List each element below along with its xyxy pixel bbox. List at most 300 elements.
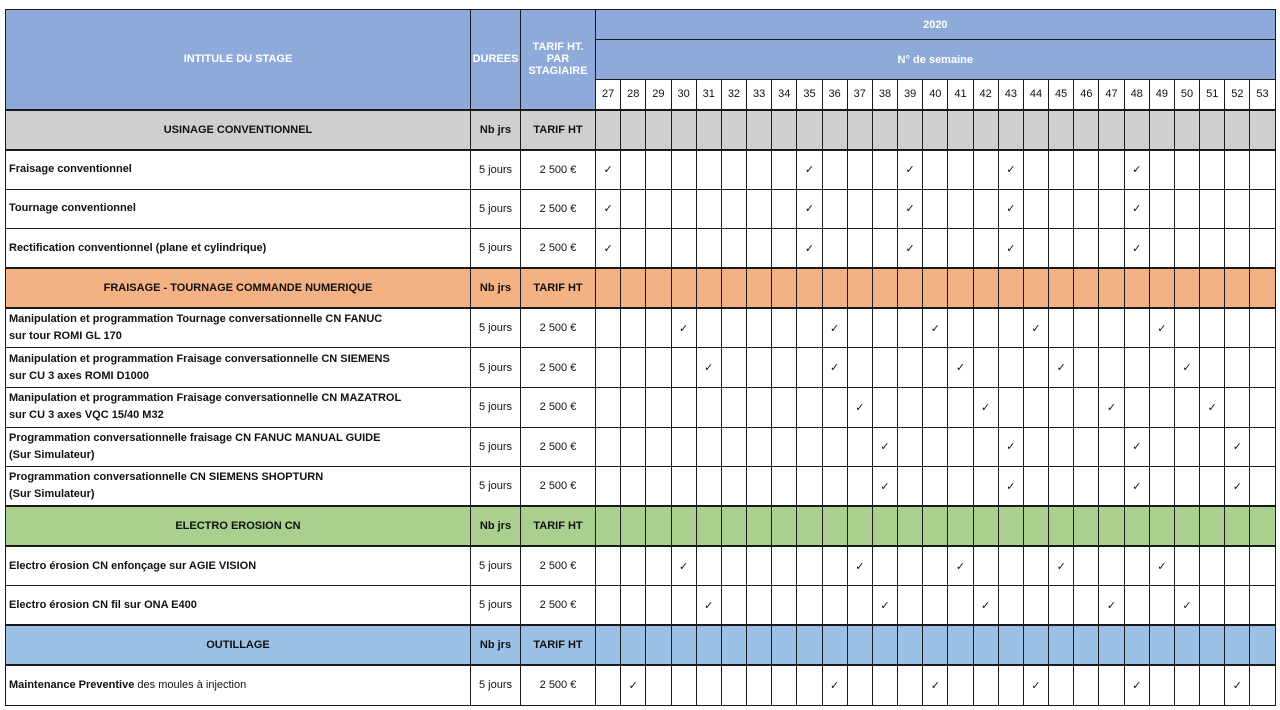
week-cell: [1074, 189, 1099, 229]
course-row: [6, 387, 1276, 427]
week-cell: [822, 189, 847, 229]
header-row-year: [6, 10, 1276, 40]
week-cell: [747, 189, 772, 229]
course-price: 2 500 €: [521, 467, 596, 507]
week-cell: [1250, 427, 1275, 467]
week-cell: [621, 189, 646, 229]
week-cell: [797, 467, 822, 507]
check-mark: ✓: [898, 189, 923, 229]
course-duration: 5 jours: [471, 308, 521, 348]
section-week-cell: [1200, 506, 1225, 546]
week-cell: [1099, 546, 1124, 586]
course-title-line: sur CU 3 axes VQC 15/40 M32: [9, 409, 164, 422]
section-week-cell: [1250, 625, 1275, 665]
check-mark: ✓: [923, 308, 948, 348]
week-cell: [596, 546, 621, 586]
week-cell: [747, 348, 772, 388]
section-week-cell: [1174, 110, 1199, 150]
section-week-cell: [898, 268, 923, 308]
check-mark: ✓: [872, 427, 897, 467]
week-cell: [596, 467, 621, 507]
course-row: [6, 308, 1276, 348]
section-week-cell: [1250, 506, 1275, 546]
week-cell: [621, 586, 646, 626]
week-number-36: 36: [822, 80, 847, 110]
week-cell: [872, 387, 897, 427]
week-cell: [973, 427, 998, 467]
course-row: [6, 467, 1276, 507]
week-cell: [1225, 546, 1250, 586]
section-week-cell: [596, 268, 621, 308]
week-cell: [646, 546, 671, 586]
course-title-line: Programmation conversationnelle fraisage CN FANUC MANUAL GUIDE: [9, 431, 381, 444]
week-cell: [696, 189, 721, 229]
week-cell: [797, 427, 822, 467]
section-week-cell: [772, 506, 797, 546]
week-cell: [973, 189, 998, 229]
section-week-cell: [1074, 268, 1099, 308]
week-cell: [747, 387, 772, 427]
check-mark: ✓: [822, 308, 847, 348]
week-cell: [872, 348, 897, 388]
week-number-52: 52: [1225, 80, 1250, 110]
course-price: 2 500 €: [521, 546, 596, 586]
week-cell: [923, 348, 948, 388]
check-mark: ✓: [998, 427, 1023, 467]
week-cell: [1250, 546, 1275, 586]
course-title-line: sur CU 3 axes ROMI D1000: [9, 369, 150, 382]
section-week-cell: [1250, 268, 1275, 308]
section-title: OUTILLAGE: [6, 625, 471, 665]
section-week-cell: [696, 110, 721, 150]
week-number-31: 31: [696, 80, 721, 110]
week-cell: [1049, 586, 1074, 626]
section-week-cell: [822, 625, 847, 665]
section-week-cell: [948, 625, 973, 665]
week-cell: [1049, 229, 1074, 269]
section-nb-jrs-label: Nb jrs: [471, 625, 521, 665]
week-cell: [923, 229, 948, 269]
section-title: ELECTRO EROSION CN: [6, 506, 471, 546]
week-cell: [797, 348, 822, 388]
week-cell: [822, 427, 847, 467]
week-cell: [1149, 586, 1174, 626]
week-cell: [1200, 308, 1225, 348]
week-cell: [948, 308, 973, 348]
week-number-33: 33: [747, 80, 772, 110]
week-cell: [646, 586, 671, 626]
section-week-cell: [1200, 625, 1225, 665]
section-week-cell: [973, 506, 998, 546]
section-week-cell: [822, 268, 847, 308]
week-number-49: 49: [1149, 80, 1174, 110]
week-cell: [1225, 586, 1250, 626]
week-cell: [747, 546, 772, 586]
section-week-cell: [1149, 110, 1174, 150]
year-header: 2020: [596, 10, 1276, 40]
week-cell: [1149, 665, 1174, 705]
course-duration: 5 jours: [471, 467, 521, 507]
week-cell: [596, 348, 621, 388]
week-cell: [1049, 467, 1074, 507]
week-cell: [1174, 546, 1199, 586]
section-week-cell: [646, 110, 671, 150]
week-cell: [898, 427, 923, 467]
check-mark: ✓: [696, 586, 721, 626]
week-cell: [1225, 387, 1250, 427]
week-cell: [1023, 467, 1048, 507]
tarif-header-line: TARIF HT.: [532, 41, 584, 54]
check-mark: ✓: [1023, 665, 1048, 705]
section-week-cell: [1099, 268, 1124, 308]
week-cell: [772, 348, 797, 388]
week-cell: [621, 229, 646, 269]
week-cell: [772, 189, 797, 229]
week-cell: [621, 150, 646, 190]
course-price: 2 500 €: [521, 308, 596, 348]
week-cell: [847, 467, 872, 507]
week-cell: [1225, 348, 1250, 388]
week-cell: [1023, 427, 1048, 467]
week-cell: [772, 467, 797, 507]
week-cell: [973, 665, 998, 705]
week-cell: [898, 665, 923, 705]
course-title: [6, 387, 471, 427]
check-mark: ✓: [596, 229, 621, 269]
section-week-cell: [1225, 625, 1250, 665]
section-week-cell: [671, 506, 696, 546]
tarif-header-line: PAR: [546, 53, 570, 66]
week-cell: [898, 546, 923, 586]
week-cell: [1099, 308, 1124, 348]
section-tarif-label: TARIF HT: [521, 110, 596, 150]
week-number-48: 48: [1124, 80, 1149, 110]
schedule-body: [6, 10, 1276, 706]
week-cell: [797, 308, 822, 348]
week-cell: [1023, 150, 1048, 190]
week-cell: [797, 586, 822, 626]
section-week-cell: [1099, 625, 1124, 665]
section-week-cell: [747, 268, 772, 308]
section-tarif-label: TARIF HT: [521, 268, 596, 308]
section-week-cell: [1225, 110, 1250, 150]
week-cell: [847, 348, 872, 388]
week-cell: [1124, 586, 1149, 626]
section-week-cell: [721, 110, 746, 150]
week-cell: [671, 189, 696, 229]
course-row: [6, 150, 1276, 190]
week-cell: [1124, 546, 1149, 586]
week-cell: [596, 427, 621, 467]
section-week-cell: [1049, 506, 1074, 546]
week-cell: [696, 387, 721, 427]
week-cell: [948, 427, 973, 467]
course-row: [6, 586, 1276, 626]
course-row: [6, 229, 1276, 269]
week-cell: [1074, 229, 1099, 269]
week-cell: [1049, 665, 1074, 705]
course-title-line: Manipulation et programmation Fraisage conversationnelle CN MAZATROL: [9, 392, 402, 405]
course-title-line: Electro érosion CN enfonçage sur AGIE VISION: [9, 559, 257, 572]
week-cell: [847, 308, 872, 348]
section-week-cell: [1099, 110, 1124, 150]
week-cell: [1174, 427, 1199, 467]
section-week-cell: [1174, 268, 1199, 308]
week-cell: [872, 189, 897, 229]
course-row: [6, 189, 1276, 229]
check-mark: ✓: [1099, 387, 1124, 427]
section-week-cell: [1200, 110, 1225, 150]
week-cell: [747, 427, 772, 467]
course-row: [6, 348, 1276, 388]
week-cell: [898, 467, 923, 507]
section-week-cell: [1149, 625, 1174, 665]
week-number-35: 35: [797, 80, 822, 110]
week-cell: [948, 467, 973, 507]
week-cell: [621, 427, 646, 467]
section-week-cell: [1049, 625, 1074, 665]
course-price: 2 500 €: [521, 189, 596, 229]
week-cell: [1124, 308, 1149, 348]
check-mark: ✓: [948, 348, 973, 388]
week-cell: [973, 229, 998, 269]
week-cell: [1099, 665, 1124, 705]
week-number-46: 46: [1074, 80, 1099, 110]
check-mark: ✓: [696, 348, 721, 388]
course-title: [6, 546, 471, 586]
week-cell: [872, 308, 897, 348]
week-cell: [772, 308, 797, 348]
week-cell: [621, 308, 646, 348]
course-duration: 5 jours: [471, 189, 521, 229]
course-title-line: sur tour ROMI GL 170: [9, 330, 122, 343]
section-week-cell: [1124, 110, 1149, 150]
week-cell: [696, 427, 721, 467]
section-week-cell: [998, 268, 1023, 308]
week-cell: [847, 427, 872, 467]
week-cell: [1124, 348, 1149, 388]
section-week-cell: [1099, 506, 1124, 546]
section-week-cell: [898, 110, 923, 150]
week-cell: [923, 427, 948, 467]
week-cell: [1023, 348, 1048, 388]
week-cell: [1049, 150, 1074, 190]
week-number-53: 53: [1250, 80, 1275, 110]
week-cell: [747, 665, 772, 705]
week-cell: [872, 150, 897, 190]
section-week-cell: [721, 625, 746, 665]
week-cell: [1074, 546, 1099, 586]
week-cell: [847, 586, 872, 626]
section-week-cell: [696, 506, 721, 546]
week-number-51: 51: [1200, 80, 1225, 110]
section-week-cell: [1074, 625, 1099, 665]
section-week-cell: [747, 625, 772, 665]
week-cell: [973, 150, 998, 190]
week-cell: [998, 586, 1023, 626]
week-cell: [998, 348, 1023, 388]
section-week-cell: [1023, 506, 1048, 546]
week-number-39: 39: [898, 80, 923, 110]
course-price: 2 500 €: [521, 387, 596, 427]
week-cell: [1049, 189, 1074, 229]
section-week-cell: [621, 268, 646, 308]
week-cell: [721, 308, 746, 348]
week-cell: [772, 586, 797, 626]
training-schedule-table: [5, 9, 1276, 706]
course-title-line: Electro érosion CN fil sur ONA E400: [9, 598, 197, 611]
check-mark: ✓: [948, 546, 973, 586]
course-duration: 5 jours: [471, 387, 521, 427]
week-cell: [721, 467, 746, 507]
week-cell: [621, 348, 646, 388]
week-number-28: 28: [621, 80, 646, 110]
section-tarif-label: TARIF HT: [521, 625, 596, 665]
week-cell: [872, 546, 897, 586]
week-cell: [923, 189, 948, 229]
section-week-cell: [797, 506, 822, 546]
section-week-cell: [646, 506, 671, 546]
section-week-cell: [596, 506, 621, 546]
week-cell: [671, 427, 696, 467]
week-cell: [747, 229, 772, 269]
section-week-cell: [998, 110, 1023, 150]
week-cell: [797, 665, 822, 705]
section-nb-jrs-label: Nb jrs: [471, 268, 521, 308]
course-title: [6, 189, 471, 229]
week-cell: [948, 665, 973, 705]
week-cell: [898, 348, 923, 388]
course-title-line: Fraisage conventionnel: [9, 163, 132, 176]
week-cell: [1023, 586, 1048, 626]
check-mark: ✓: [898, 150, 923, 190]
week-cell: [973, 308, 998, 348]
section-week-cell: [696, 268, 721, 308]
week-cell: [1149, 348, 1174, 388]
week-cell: [721, 546, 746, 586]
course-title-line: (Sur Simulateur): [9, 488, 95, 501]
check-mark: ✓: [998, 467, 1023, 507]
week-cell: [1250, 150, 1275, 190]
course-title-line: Maintenance Preventive des moules à injection: [9, 678, 247, 691]
week-cell: [923, 150, 948, 190]
week-cell: [646, 150, 671, 190]
section-week-cell: [772, 625, 797, 665]
check-mark: ✓: [1174, 348, 1199, 388]
week-number-44: 44: [1023, 80, 1048, 110]
week-cell: [1149, 387, 1174, 427]
week-cell: [847, 229, 872, 269]
week-cell: [1200, 546, 1225, 586]
section-week-cell: [898, 625, 923, 665]
week-cell: [646, 348, 671, 388]
check-mark: ✓: [1124, 665, 1149, 705]
week-cell: [797, 546, 822, 586]
week-cell: [747, 150, 772, 190]
section-week-cell: [671, 110, 696, 150]
section-week-cell: [1074, 110, 1099, 150]
section-week-cell: [1250, 110, 1275, 150]
section-week-cell: [973, 268, 998, 308]
check-mark: ✓: [596, 189, 621, 229]
course-price: 2 500 €: [521, 427, 596, 467]
section-week-cell: [998, 506, 1023, 546]
week-cell: [721, 427, 746, 467]
week-cell: [1250, 665, 1275, 705]
check-mark: ✓: [973, 586, 998, 626]
week-cell: [1149, 427, 1174, 467]
week-cell: [1225, 308, 1250, 348]
section-week-cell: [671, 268, 696, 308]
week-cell: [898, 586, 923, 626]
check-mark: ✓: [1124, 467, 1149, 507]
week-cell: [671, 467, 696, 507]
course-title-line: Tournage conventionnel: [9, 202, 136, 215]
week-cell: [1099, 189, 1124, 229]
section-week-cell: [671, 625, 696, 665]
week-number-45: 45: [1049, 80, 1074, 110]
check-mark: ✓: [671, 308, 696, 348]
section-week-cell: [948, 268, 973, 308]
check-mark: ✓: [1174, 586, 1199, 626]
section-week-cell: [646, 625, 671, 665]
check-mark: ✓: [822, 348, 847, 388]
section-week-cell: [923, 506, 948, 546]
section-week-cell: [948, 110, 973, 150]
week-number-42: 42: [973, 80, 998, 110]
course-duration: 5 jours: [471, 150, 521, 190]
section-nb-jrs-label: Nb jrs: [471, 506, 521, 546]
week-cell: [1023, 189, 1048, 229]
section-title: USINAGE CONVENTIONNEL: [6, 110, 471, 150]
check-mark: ✓: [1149, 546, 1174, 586]
course-duration: 5 jours: [471, 427, 521, 467]
check-mark: ✓: [797, 229, 822, 269]
week-cell: [847, 665, 872, 705]
check-mark: ✓: [1124, 427, 1149, 467]
section-week-cell: [847, 268, 872, 308]
week-number-34: 34: [772, 80, 797, 110]
week-cell: [923, 586, 948, 626]
week-cell: [696, 546, 721, 586]
week-cell: [1074, 348, 1099, 388]
week-number-47: 47: [1099, 80, 1124, 110]
week-cell: [721, 586, 746, 626]
week-cell: [1074, 387, 1099, 427]
week-cell: [898, 387, 923, 427]
week-cell: [671, 150, 696, 190]
section-week-cell: [696, 625, 721, 665]
section-week-cell: [1149, 506, 1174, 546]
week-cell: [1250, 387, 1275, 427]
check-mark: ✓: [1149, 308, 1174, 348]
week-cell: [646, 308, 671, 348]
week-cell: [772, 229, 797, 269]
week-cell: [822, 387, 847, 427]
section-week-cell: [797, 110, 822, 150]
section-week-cell: [596, 110, 621, 150]
week-cell: [671, 348, 696, 388]
section-week-cell: [1225, 506, 1250, 546]
week-cell: [747, 467, 772, 507]
week-cell: [1023, 546, 1048, 586]
week-cell: [1200, 665, 1225, 705]
course-duration: 5 jours: [471, 546, 521, 586]
week-cell: [1200, 150, 1225, 190]
week-cell: [1099, 427, 1124, 467]
check-mark: ✓: [822, 665, 847, 705]
week-cell: [948, 189, 973, 229]
